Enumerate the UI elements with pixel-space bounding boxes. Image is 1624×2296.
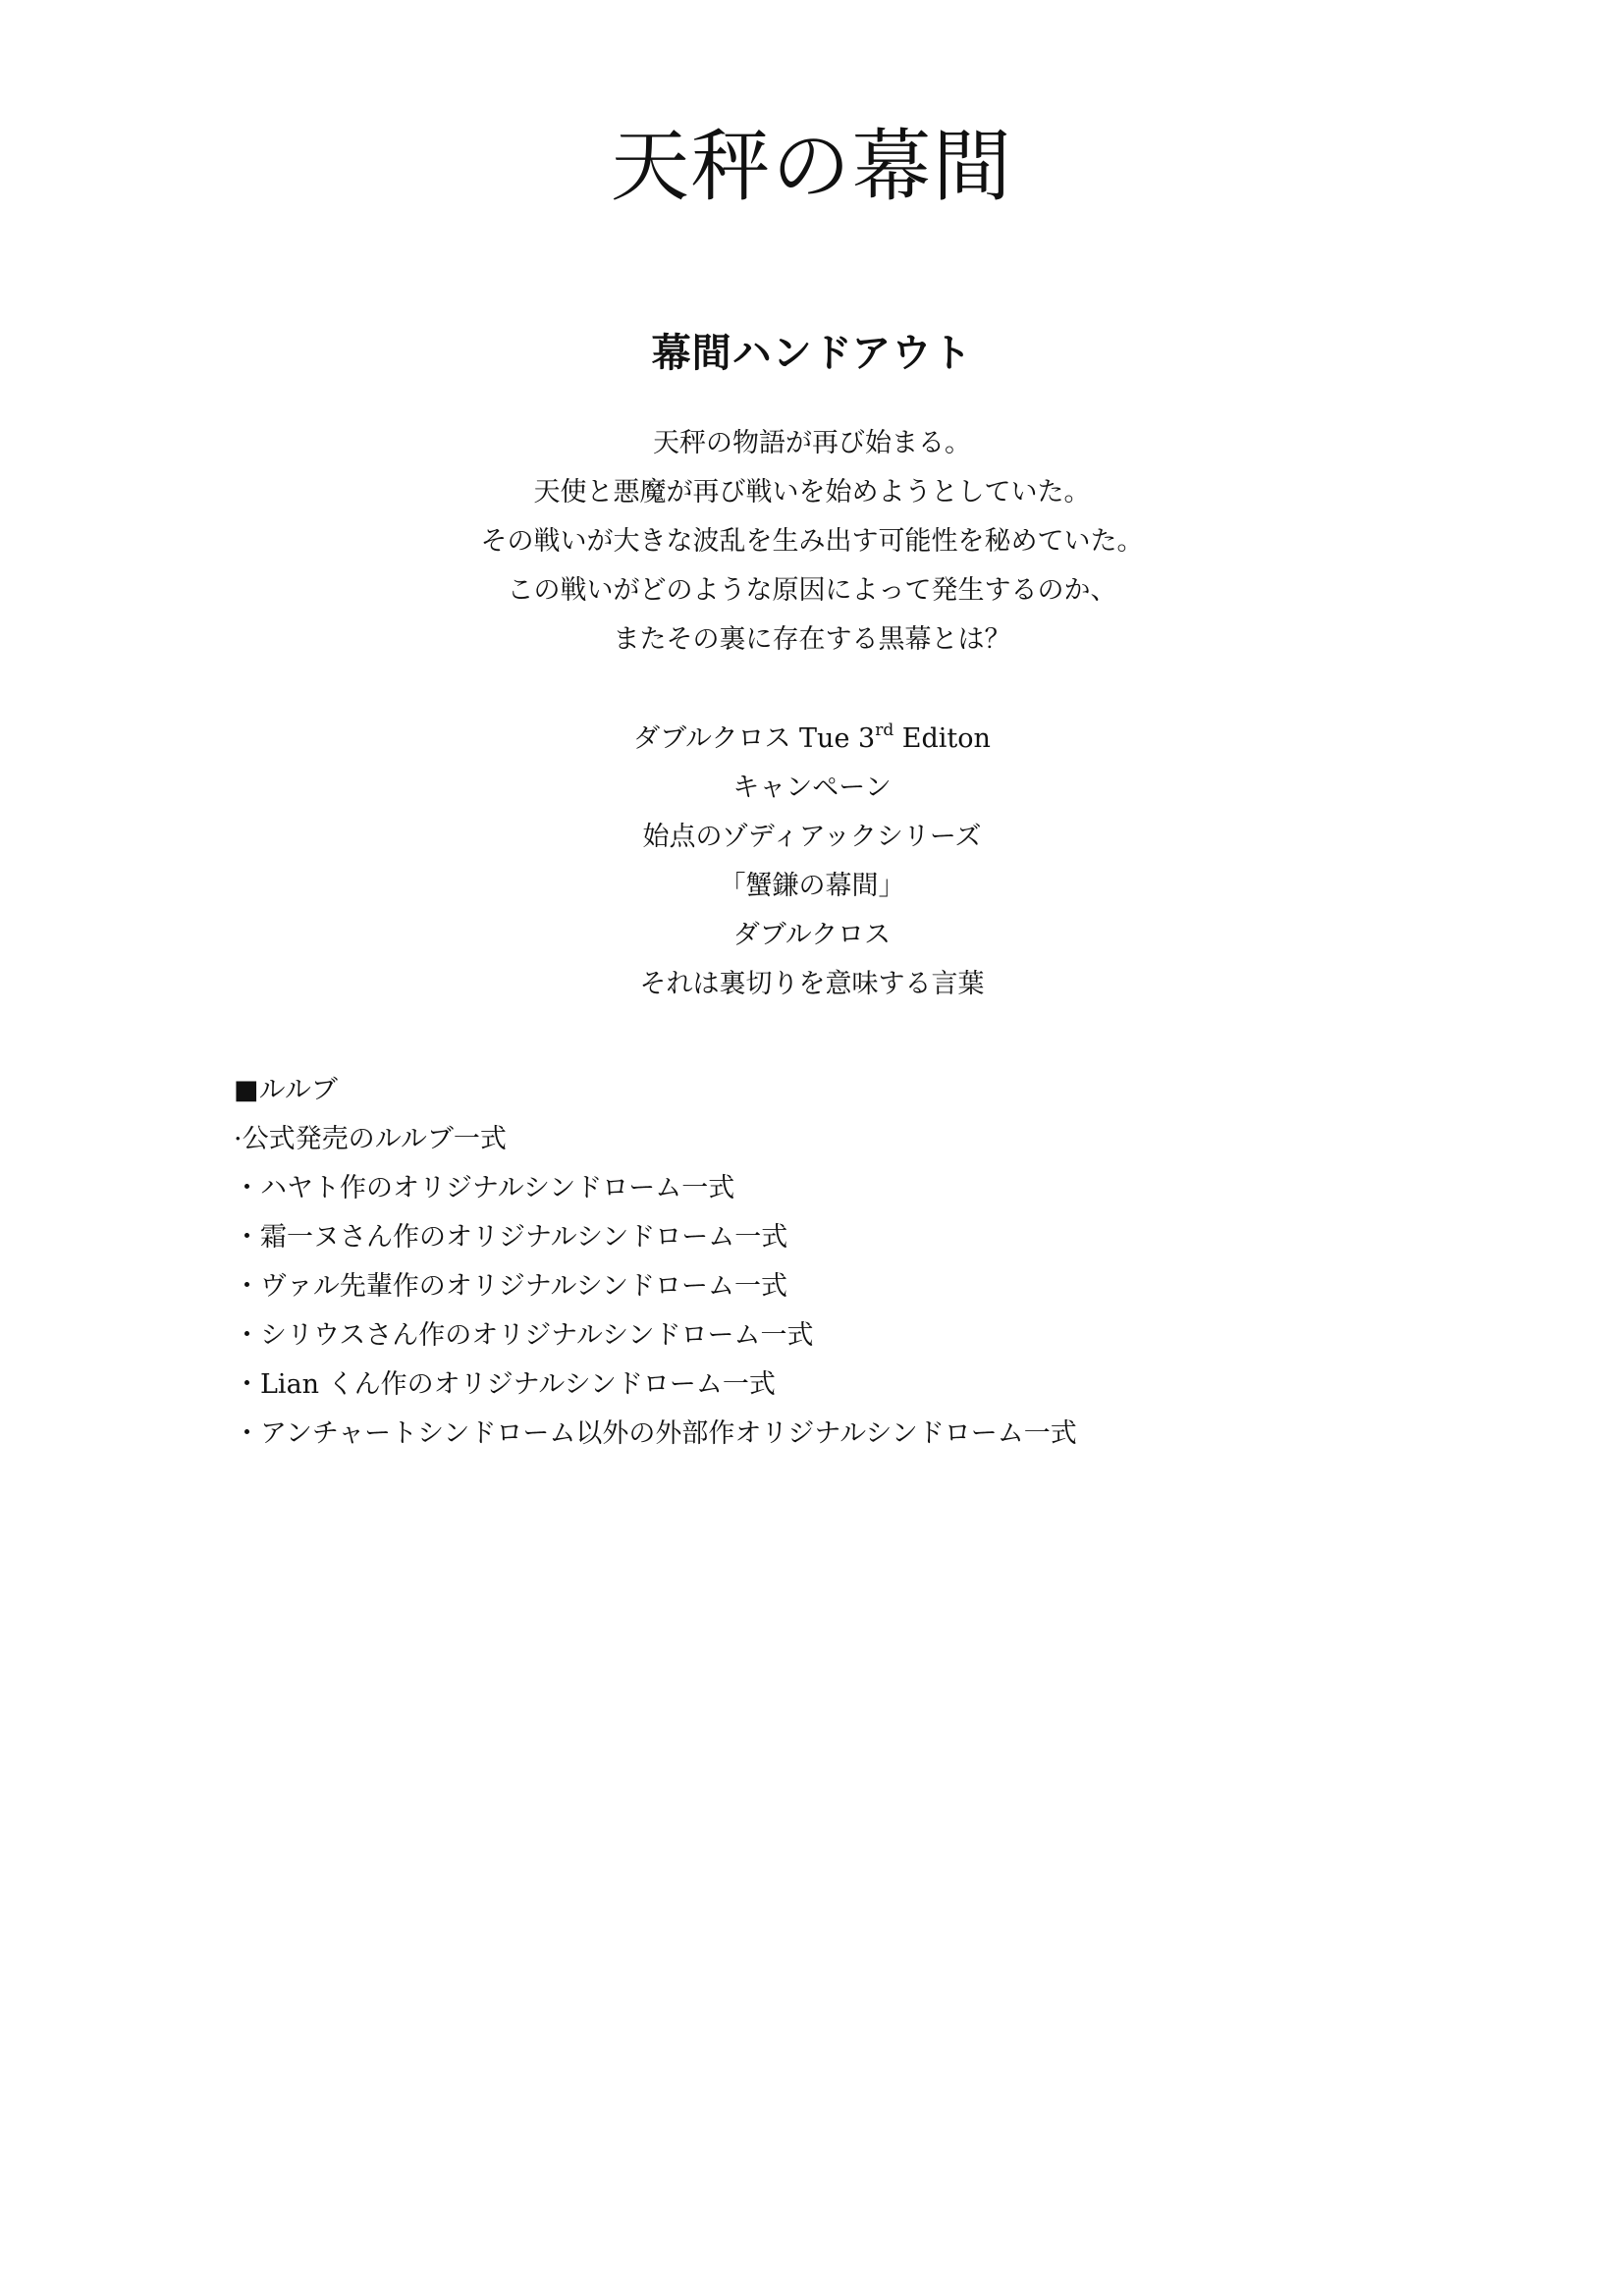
campaign-block — [0, 715, 1624, 1009]
rulebook-heading: ■ルルブ — [234, 1075, 338, 1105]
campaign-line: ダブルクロス — [732, 920, 892, 950]
rulebook-item: ・Lian くん作のオリジナルシンドローム一式 — [234, 1369, 776, 1400]
intro-paragraph — [0, 419, 1624, 665]
campaign-line: 始点のゾディアックシリーズ — [642, 822, 982, 852]
intro-line: またその裏に存在する黒幕とは？ — [613, 624, 1011, 655]
document-title: 天秤の幕間 — [611, 121, 1013, 212]
rulebook-item: ・霜一ヌさん作のオリジナルシンドローム一式 — [234, 1222, 788, 1253]
rulebook-item: ·公式発売のルルブ一式 — [234, 1124, 507, 1154]
edition-ordinal-suffix: rd — [875, 721, 894, 740]
campaign-line: キャンペーン — [732, 773, 892, 803]
handout-subtitle: 幕間ハンドアウト — [651, 331, 973, 376]
campaign-line: それは裏切りを意味する言葉 — [639, 969, 985, 999]
rulebook-item: ・ヴァル先輩作のオリジナルシンドローム一式 — [234, 1271, 788, 1302]
rulebook-item: ・シリウスさん作のオリジナルシンドローム一式 — [234, 1320, 814, 1351]
system-name: ダブルクロス Tue 3 — [633, 723, 876, 754]
intro-line: この戦いがどのような原因によって発生するのか、 — [507, 575, 1117, 606]
campaign-line: 「蟹鎌の幕間」 — [719, 871, 905, 901]
rulebook-section — [234, 1066, 1510, 1459]
intro-line: 天秤の物語が再び始まる。 — [653, 428, 971, 458]
system-edition-line — [0, 715, 1624, 764]
rulebook-item: ・ハヤト作のオリジナルシンドローム一式 — [234, 1173, 735, 1203]
edition-label: Editon — [893, 723, 991, 754]
rulebook-item: ・アンチャートシンドローム以外の外部作オリジナルシンドローム一式 — [234, 1418, 1077, 1449]
intro-line: その戦いが大きな波乱を生み出す可能性を秘めていた。 — [480, 526, 1144, 557]
intro-line: 天使と悪魔が再び戦いを始めようとしていた。 — [533, 477, 1091, 507]
